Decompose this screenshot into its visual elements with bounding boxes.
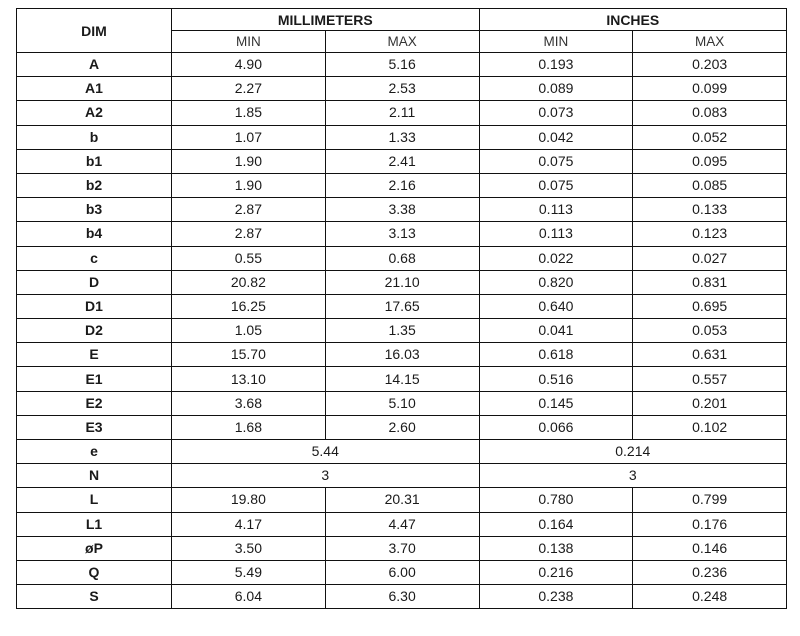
mm-max: 6.30	[325, 585, 479, 609]
mm-min: 6.04	[172, 585, 326, 609]
in-min: 0.113	[479, 222, 633, 246]
in-min: 0.216	[479, 560, 633, 584]
in-nominal: 3	[479, 464, 787, 488]
mm-max: 2.11	[325, 101, 479, 125]
mm-max: 2.16	[325, 173, 479, 197]
in-max: 0.052	[633, 125, 787, 149]
in-min: 0.164	[479, 512, 633, 536]
table-row	[17, 343, 787, 367]
in-min: 0.820	[479, 270, 633, 294]
dim-symbol: S	[17, 585, 172, 609]
in-max: 0.053	[633, 319, 787, 343]
mm-min: 2.27	[172, 77, 326, 101]
mm-min: 2.87	[172, 222, 326, 246]
millimeters-header: MILLIMETERS	[172, 9, 480, 31]
dim-symbol: E	[17, 343, 172, 367]
mm-min-header: MIN	[172, 31, 326, 53]
in-min: 0.075	[479, 173, 633, 197]
in-min-header: MIN	[479, 31, 633, 53]
dim-symbol: D1	[17, 294, 172, 318]
in-min: 0.073	[479, 101, 633, 125]
mm-min: 1.68	[172, 415, 326, 439]
in-min: 0.075	[479, 149, 633, 173]
mm-min: 20.82	[172, 270, 326, 294]
mm-min: 5.49	[172, 560, 326, 584]
dim-symbol: b3	[17, 198, 172, 222]
in-min: 0.145	[479, 391, 633, 415]
mm-max: 5.10	[325, 391, 479, 415]
mm-max: 3.70	[325, 536, 479, 560]
mm-max: 4.47	[325, 512, 479, 536]
table-row	[17, 198, 787, 222]
in-max: 0.133	[633, 198, 787, 222]
dim-symbol: b1	[17, 149, 172, 173]
mm-max: 17.65	[325, 294, 479, 318]
dim-symbol: b2	[17, 173, 172, 197]
table-row	[17, 512, 787, 536]
in-max: 0.203	[633, 53, 787, 77]
in-min: 0.113	[479, 198, 633, 222]
dim-symbol: D	[17, 270, 172, 294]
in-max: 0.799	[633, 488, 787, 512]
dim-symbol: A1	[17, 77, 172, 101]
in-min: 0.066	[479, 415, 633, 439]
dim-symbol: L	[17, 488, 172, 512]
dim-symbol: D2	[17, 319, 172, 343]
dim-symbol: A2	[17, 101, 172, 125]
dim-symbol: L1	[17, 512, 172, 536]
mm-max: 2.41	[325, 149, 479, 173]
table-row	[17, 536, 787, 560]
table-row	[17, 391, 787, 415]
mm-max: 2.53	[325, 77, 479, 101]
mm-min: 1.07	[172, 125, 326, 149]
table-row	[17, 222, 787, 246]
table-row	[17, 415, 787, 439]
mm-min: 4.90	[172, 53, 326, 77]
table-row	[17, 77, 787, 101]
mm-min: 1.90	[172, 173, 326, 197]
mm-min: 13.10	[172, 367, 326, 391]
in-min: 0.193	[479, 53, 633, 77]
mm-max: 16.03	[325, 343, 479, 367]
in-min: 0.238	[479, 585, 633, 609]
in-max-header: MAX	[633, 31, 787, 53]
in-max: 0.146	[633, 536, 787, 560]
mm-max: 5.16	[325, 53, 479, 77]
mm-max: 3.13	[325, 222, 479, 246]
inches-header: INCHES	[479, 9, 787, 31]
dim-symbol: b4	[17, 222, 172, 246]
dim-symbol: A	[17, 53, 172, 77]
mm-min: 15.70	[172, 343, 326, 367]
in-nominal: 0.214	[479, 440, 787, 464]
mm-max: 20.31	[325, 488, 479, 512]
dim-symbol: E3	[17, 415, 172, 439]
table-row	[17, 270, 787, 294]
mm-nominal: 5.44	[172, 440, 480, 464]
in-min: 0.516	[479, 367, 633, 391]
in-min: 0.089	[479, 77, 633, 101]
in-max: 0.248	[633, 585, 787, 609]
in-max: 0.236	[633, 560, 787, 584]
in-max: 0.831	[633, 270, 787, 294]
in-max: 0.176	[633, 512, 787, 536]
table-row	[17, 319, 787, 343]
dim-symbol: E1	[17, 367, 172, 391]
in-min: 0.618	[479, 343, 633, 367]
table-row	[17, 560, 787, 584]
table-row	[17, 173, 787, 197]
in-min: 0.640	[479, 294, 633, 318]
in-max: 0.085	[633, 173, 787, 197]
mm-max: 1.35	[325, 319, 479, 343]
table-row	[17, 585, 787, 609]
dim-symbol: b	[17, 125, 172, 149]
table-row	[17, 53, 787, 77]
in-max: 0.102	[633, 415, 787, 439]
mm-min: 1.85	[172, 101, 326, 125]
table-row	[17, 367, 787, 391]
mm-min: 19.80	[172, 488, 326, 512]
mm-max: 6.00	[325, 560, 479, 584]
table-row	[17, 294, 787, 318]
in-max: 0.695	[633, 294, 787, 318]
table-row	[17, 149, 787, 173]
dim-symbol: E2	[17, 391, 172, 415]
table-row	[17, 488, 787, 512]
dim-symbol: Q	[17, 560, 172, 584]
mm-nominal: 3	[172, 464, 480, 488]
in-max: 0.201	[633, 391, 787, 415]
mm-min: 1.90	[172, 149, 326, 173]
mm-max: 21.10	[325, 270, 479, 294]
mm-min: 16.25	[172, 294, 326, 318]
in-max: 0.095	[633, 149, 787, 173]
in-max: 0.557	[633, 367, 787, 391]
mm-max: 3.38	[325, 198, 479, 222]
table-header	[17, 9, 787, 53]
table-row	[17, 464, 787, 488]
mm-max: 14.15	[325, 367, 479, 391]
dimension-table	[16, 8, 787, 609]
in-min: 0.138	[479, 536, 633, 560]
in-min: 0.042	[479, 125, 633, 149]
in-min: 0.022	[479, 246, 633, 270]
dim-header: DIM	[17, 9, 172, 53]
dim-symbol: e	[17, 440, 172, 464]
table-row	[17, 125, 787, 149]
in-max: 0.027	[633, 246, 787, 270]
mm-min: 0.55	[172, 246, 326, 270]
mm-min: 2.87	[172, 198, 326, 222]
in-min: 0.041	[479, 319, 633, 343]
mm-min: 3.50	[172, 536, 326, 560]
dim-symbol: c	[17, 246, 172, 270]
mm-max: 0.68	[325, 246, 479, 270]
dim-symbol: N	[17, 464, 172, 488]
in-min: 0.780	[479, 488, 633, 512]
in-max: 0.123	[633, 222, 787, 246]
mm-min: 4.17	[172, 512, 326, 536]
table-row	[17, 101, 787, 125]
in-max: 0.099	[633, 77, 787, 101]
mm-max: 1.33	[325, 125, 479, 149]
table-body	[17, 53, 787, 609]
table-row	[17, 440, 787, 464]
mm-max-header: MAX	[325, 31, 479, 53]
table-row	[17, 246, 787, 270]
mm-min: 1.05	[172, 319, 326, 343]
dim-symbol: øP	[17, 536, 172, 560]
mm-max: 2.60	[325, 415, 479, 439]
in-max: 0.083	[633, 101, 787, 125]
mm-min: 3.68	[172, 391, 326, 415]
in-max: 0.631	[633, 343, 787, 367]
